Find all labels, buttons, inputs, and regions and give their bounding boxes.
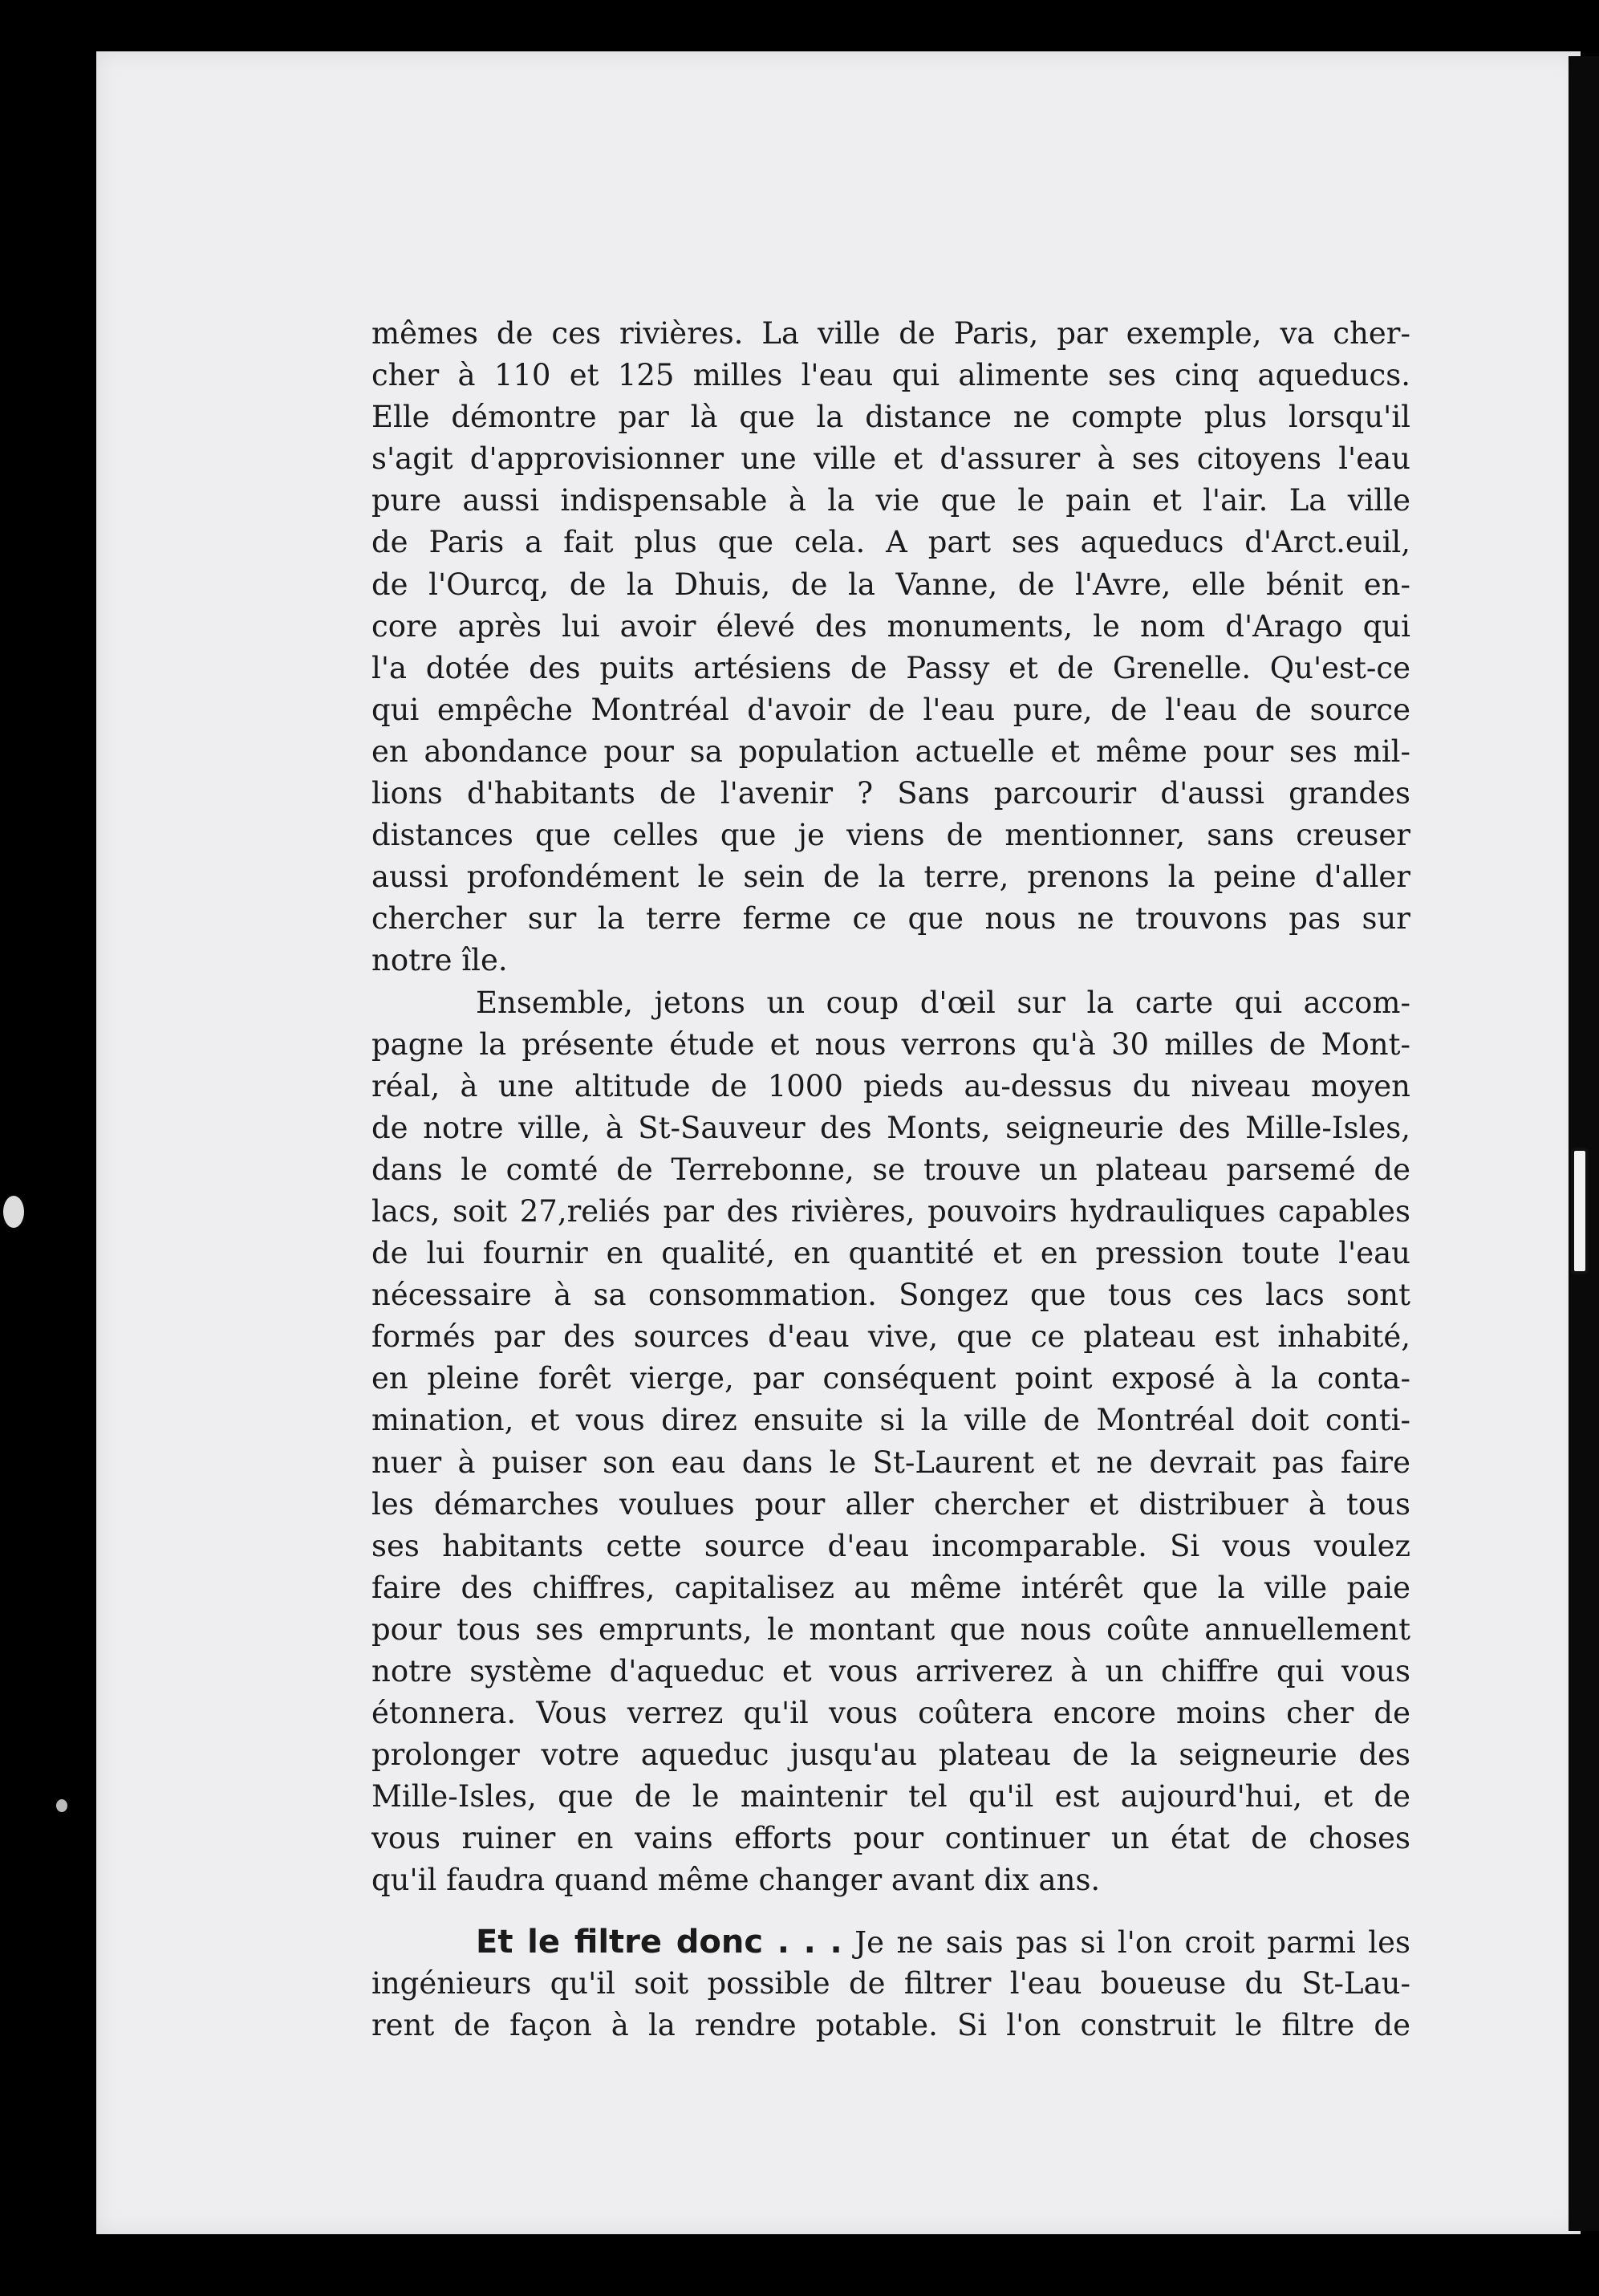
text-line: nuer à puiser son eau dans le St-Laurent et ne devrait pas faire [371,1445,1410,1480]
text-line: distances que celles que je viens de mentionner, sans creuser [371,818,1410,853]
text-line: chercher sur la terre ferme ce que nous ne trouvons pas sur [371,901,1410,937]
text-line: prolonger votre aqueduc jusqu'au plateau de la seigneurie des [371,1737,1410,1773]
text-line: les démarches voulues pour aller chercher et distribuer à tous [371,1486,1410,1522]
text-line: de notre ville, à St-Sauveur des Monts, seigneurie des Mille-Isles, [371,1110,1410,1145]
text-line: ingénieurs qu'il soit possible de filtrer l'eau boueuse du St-Lau- [371,1965,1410,2001]
text-line: formés par des sources d'eau vive, que ce plateau est inhabité, [371,1319,1410,1355]
text-line: dans le comté de Terrebonne, se trouve un plateau parsemé de [371,1152,1410,1187]
text-line: qui empêche Montréal d'avoir de l'eau pure, de l'eau de source [371,692,1410,727]
paragraph-gap [371,1902,1410,1921]
text-line: de l'Ourcq, de la Dhuis, de la Vanne, de l'Avre, elle bénit en- [371,567,1410,602]
text-line: Elle démontre par là que la distance ne compte plus lorsqu'il [371,400,1410,435]
text-line: l'a dotée des puits artésiens de Passy et de Grenelle. Qu'est-ce [371,650,1410,685]
text-line: s'agit d'approvisionner une ville et d'assurer à ses citoyens l'eau [371,441,1410,477]
text-line: pour tous ses emprunts, le montant que nous coûte annuellement [371,1611,1410,1647]
text-line [371,982,1410,1024]
text-line: notre île. [371,943,508,978]
text-line: Mille-Isles, que de le maintenir tel qu'il est aujourd'hui, et de [371,1779,1410,1814]
text-line: étonnera. Vous verrez qu'il vous coûtera encore moins cher de [371,1696,1410,1731]
binding-clip-mark [1571,1148,1589,1274]
scan-speck [56,1799,67,1812]
text-line [371,1921,1410,1963]
scan-speck [3,1196,24,1228]
text-line: rent de façon à la rendre potable. Si l'on construit le filtre de [371,2007,1410,2042]
body-text [371,313,1410,2046]
paragraph [371,313,1410,982]
text-line: mêmes de ces rivières. La ville de Paris, par exemple, va cher- [371,316,1410,351]
text-line: de Paris a fait plus que cela. A part ses aqueducs d'Arct.euil, [371,525,1410,560]
text-line: aussi profondément le sein de la terre, prenons la peine d'aller [371,859,1410,895]
text-line: en abondance pour sa population actuelle et même pour ses mil- [371,734,1410,769]
text-line: faire des chiffres, capitalisez au même intérêt que la ville paie [371,1570,1410,1605]
line-rest: Je ne sais pas si l'on croit parmi les [854,1924,1411,1960]
line-text: Ensemble, jetons un coup d'œil sur la carte qui accom- [476,985,1410,1020]
text-line: nécessaire à sa consommation. Songez que tous ces lacs sont [371,1278,1410,1313]
text-line: pagne la présente étude et nous verrons qu'à 30 milles de Mont- [371,1026,1410,1062]
text-line: notre système d'aqueduc et vous arriverez à un chiffre qui vous [371,1654,1410,1688]
text-line: qu'il faudra quand même changer avant dix ans. [371,1863,1101,1898]
text-line: ses habitants cette source d'eau incomparable. Si vous voulez [371,1528,1410,1563]
text-line: de lui fournir en qualité, en quantité et en pression toute l'eau [371,1236,1410,1271]
text-line: cher à 110 et 125 milles l'eau qui alimente ses cinq aqueducs. [371,358,1410,393]
scan-border-right [1569,56,1599,2231]
text-line: lions d'habitants de l'avenir ? Sans parcourir d'aussi grandes [371,776,1410,811]
paragraph-final [371,1921,1410,2046]
text-line: mination, et vous direz ensuite si la ville de Montréal doit conti- [371,1403,1410,1438]
text-line: réal, à une altitude de 1000 pieds au-dessus du niveau moyen [371,1068,1410,1103]
run-in-heading: Et le filtre donc . . . [476,1923,842,1961]
text-line: lacs, soit 27,reliés par des rivières, pouvoirs hydrauliques capables [371,1193,1410,1229]
paragraph [371,982,1410,1902]
text-line: en pleine forêt vierge, par conséquent point exposé à la conta- [371,1361,1410,1396]
text-line: vous ruiner en vains efforts pour continuer un état de choses [371,1821,1410,1856]
text-line: core après lui avoir élevé des monuments, le nom d'Arago qui [371,608,1410,644]
text-line: pure aussi indispensable à la vie que le pain et l'air. La ville [371,483,1410,518]
